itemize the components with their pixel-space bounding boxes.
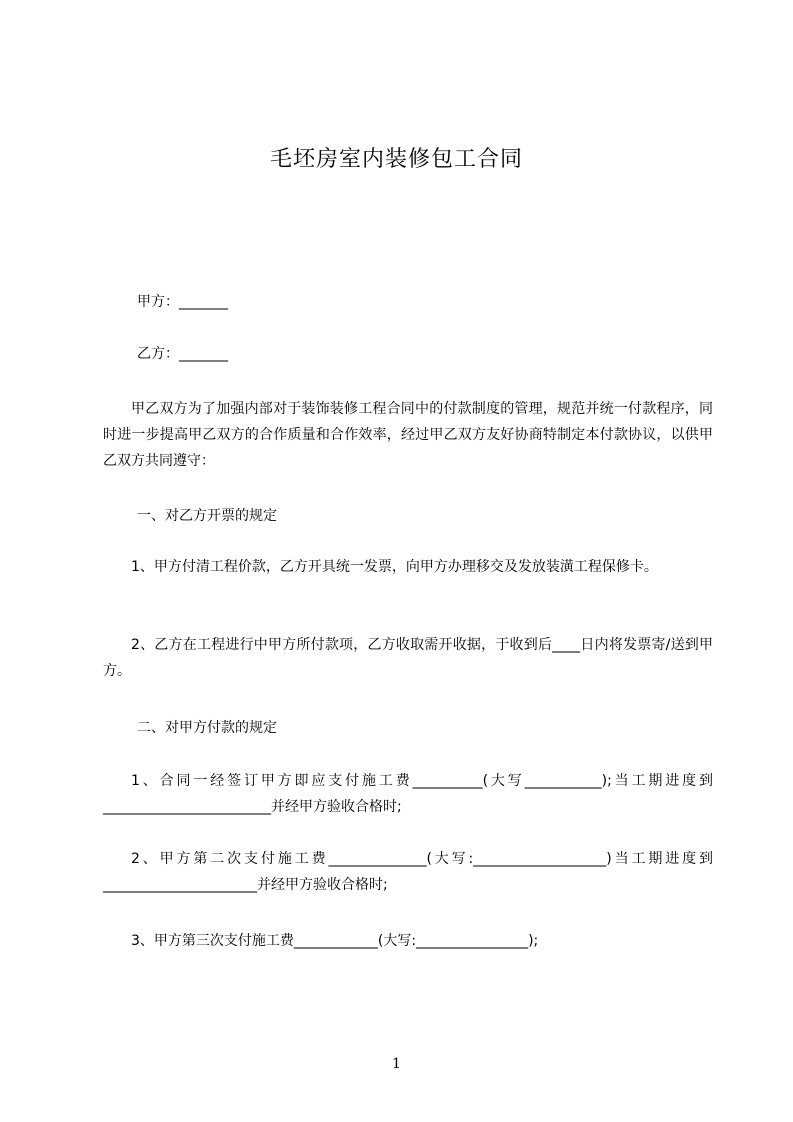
page-number: 1 — [392, 1056, 401, 1072]
party-b-line: 乙方：_______ — [137, 346, 228, 362]
section1-item2: 2、乙方在工程进行中甲方所付款项，乙方收取需开收据，于收到后____日内将发票寄/送到甲方。 — [103, 637, 713, 679]
section2-heading: 二、对甲方付款的规定 — [137, 720, 277, 736]
section1-heading: 一、对乙方开票的规定 — [137, 508, 277, 524]
intro-paragraph: 甲乙双方为了加强内部对于装饰装修工程合同中的付款制度的管理，规范并统一付款程序，同时进一步提高甲乙双方的合作质量和合作效率，经过甲乙双方友好协商特制定本付款协议，以供甲乙双方共同遵守： — [103, 401, 713, 469]
section1-item1: 1、甲方付清工程价款，乙方开具统一发票，向甲方办理移交及发放装潢工程保修卡。 — [131, 559, 658, 575]
section2-item2: 2、甲方第二次支付施工费______________(大写:___________________)当工期进度到______________________并经甲方验收合格时; — [103, 851, 713, 893]
section2-item3: 3、甲方第三次支付施工费____________(大写:________________); — [131, 933, 539, 949]
party-a-line: 甲方：_______ — [137, 294, 228, 310]
section2-item1: 1、合同一经签订甲方即应支付施工费__________(大写___________);当工期进度到________________________并经甲方验收合格时; — [103, 773, 713, 815]
document-title: 毛坯房室内装修包工合同 — [269, 147, 523, 172]
